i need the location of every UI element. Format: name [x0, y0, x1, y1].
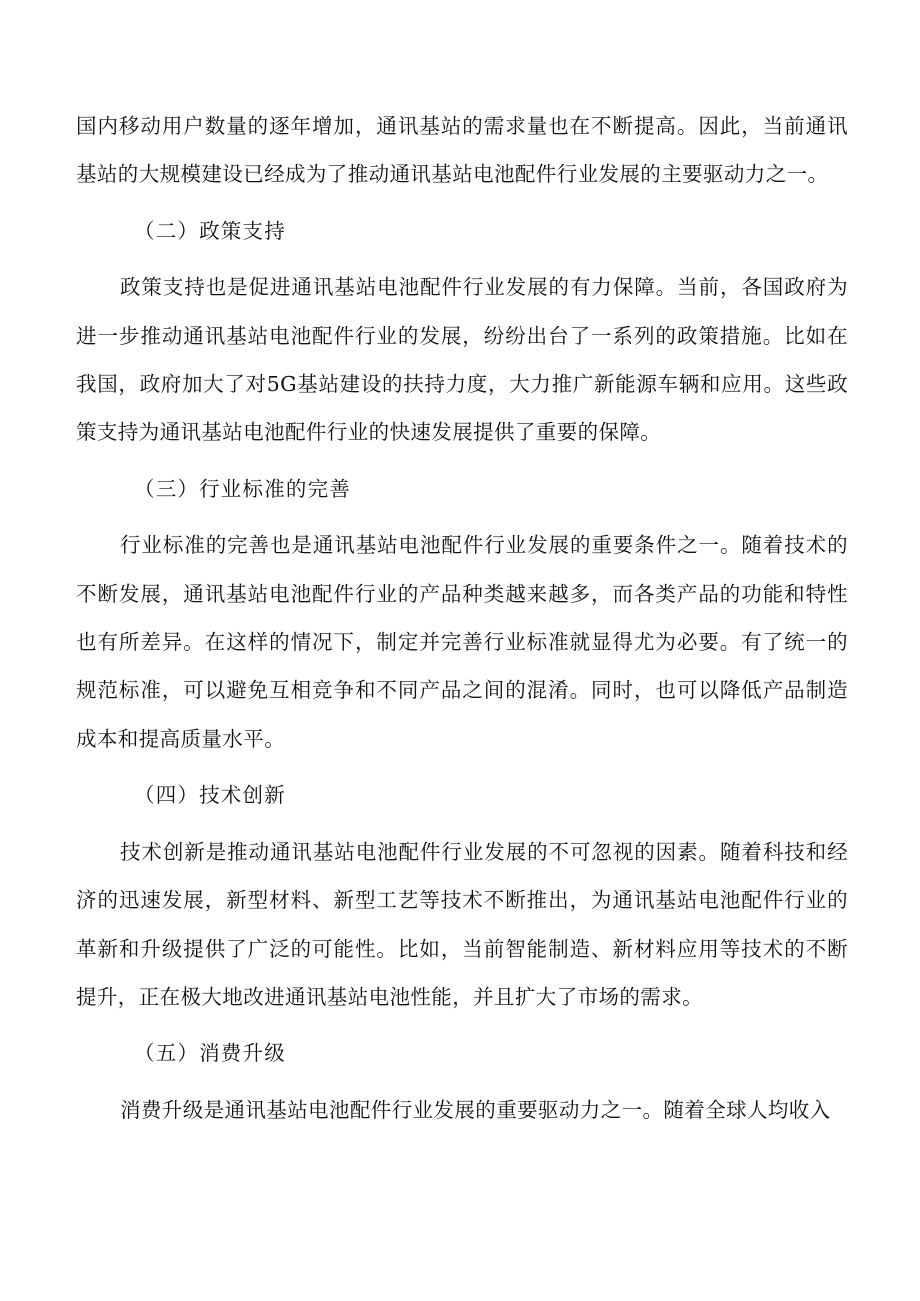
paragraph-industry-standards: 行业标准的完善也是通讯基站电池配件行业发展的重要条件之一。随着技术的不断发展，通讯基站电池配件行业的产品种类越来越多，而各类产品的功能和特性也有所差异。在这样的情况下，制定并完善行业标准就显得尤为必要。有了统一的规范标准，可以避免互相竞争和不同产品之间的混淆。同时，也可以降低产品制造成本和提高质量水平。	[76, 533, 848, 751]
section-heading-policy-support: （二）政策支持	[134, 218, 286, 243]
paragraph-consumption-upgrade: 消费升级是通讯基站电池配件行业发展的重要驱动力之一。随着全球人均收入	[120, 1097, 831, 1122]
section-heading-consumption-upgrade: （五）消费升级	[134, 1041, 286, 1066]
paragraph-intro-continued: 国内移动用户数量的逐年增加，通讯基站的需求量也在不断提高。因此，当前通讯基站的大规模建设已经成为了推动通讯基站电池配件行业发展的主要驱动力之一。	[76, 114, 848, 187]
paragraph-policy-support: 政策支持也是促进通讯基站电池配件行业发展的有力保障。当前，各国政府为进一步推动通讯基站电池配件行业的发展，纷纷出台了一系列的政策措施。比如在我国，政府加大了对5G基站建设的扶持力度，大力推广新能源车辆和应用。这些政策支持为通讯基站电池配件行业的快速发展提供了重要的保障。	[76, 275, 848, 445]
paragraph-tech-innovation: 技术创新是推动通讯基站电池配件行业发展的不可忽视的因素。随着科技和经济的迅速发展，新型材料、新型工艺等技术不断推出，为通讯基站电池配件行业的革新和升级提供了广泛的可能性。比如，当前智能制造、新材料应用等技术的不断提升，正在极大地改进通讯基站电池性能，并且扩大了市场的需求。	[76, 839, 848, 1009]
document-body	[76, 102, 848, 1134]
section-heading-industry-standards: （三）行业标准的完善	[134, 476, 351, 501]
section-heading-tech-innovation: （四）技术创新	[134, 783, 286, 808]
